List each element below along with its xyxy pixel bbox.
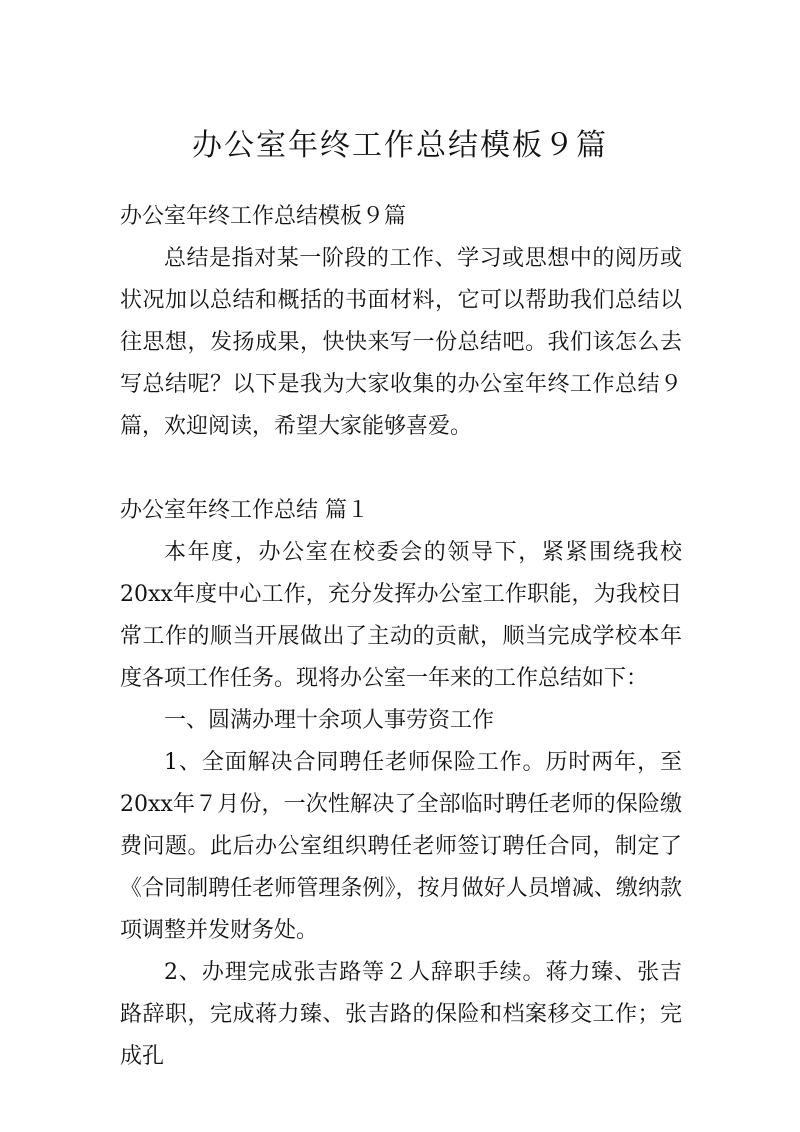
subsection-heading: 一、圆满办理十余项人事劳资工作 (164, 708, 495, 733)
body-paragraph: 本年度，办公室在校委会的领导下，紧紧围绕我校20xx年度中心工作，充分发挥办公室工作职能，为我校日常工作的顺当开展做出了主动的贡献，顺当完成学校本年度各项工作任务。现将办公室一年来的工作总结如下： (120, 540, 682, 691)
section-spacer (120, 448, 682, 490)
document-subtitle: 办公室年终工作总结模板９篇 (120, 204, 407, 229)
document-body (120, 196, 682, 1078)
body-paragraph: 1、全面解决合同聘任老师保险工作。历时两年，至20xx年７月份，一次性解决了全部临时聘任老师的保险缴费问题。此后办公室组织聘任老师签订聘任合同，制定了《合同制聘任老师管理条例》，按月做好人员增减、缴纳款项调整并发财务处。 (120, 750, 682, 943)
section-heading: 办公室年终工作总结 篇１ (120, 498, 369, 523)
body-paragraph: 2、办理完成张吉路等２人辞职手续。蒋力臻、张吉路辞职，完成蒋力臻、张吉路的保险和档案移交工作；完成孔 (120, 960, 682, 1069)
document-title: 办公室年终工作总结模板９篇 (192, 128, 608, 163)
intro-paragraph: 总结是指对某一阶段的工作、学习或思想中的阅历或状况加以总结和概括的书面材料，它可以帮助我们总结以往思想，发扬成果，快快来写一份总结吧。我们该怎么去写总结呢？以下是我为大家收集的办公室年终工作总结９篇，欢迎阅读，希望大家能够喜爱。 (120, 246, 682, 439)
